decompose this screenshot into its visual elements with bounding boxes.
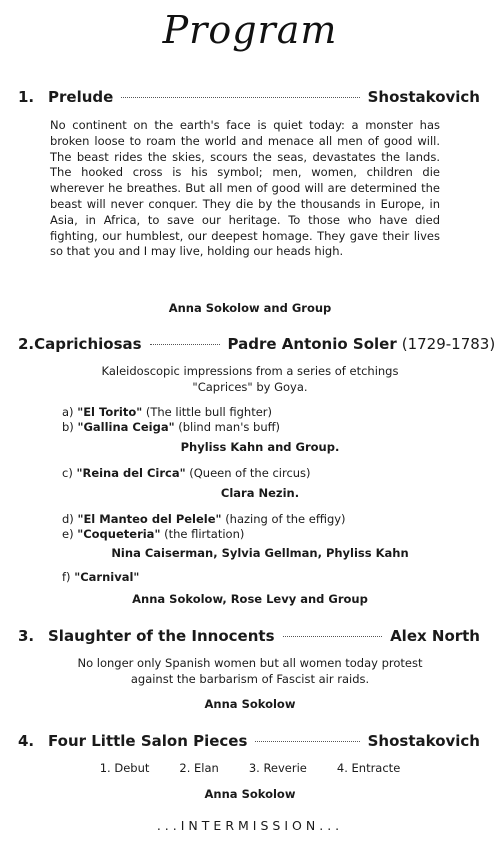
subitem-ab-performers: Phyliss Kahn and Group. (180, 440, 340, 454)
piece-2: 2. Elan (179, 761, 219, 775)
subitem-f: f) "Carnival" (62, 570, 140, 584)
item-name: Prelude (48, 88, 114, 106)
item-name: Slaughter of the Innocents (48, 627, 275, 645)
item-number: 4. (18, 732, 35, 750)
program-item-1-header (18, 88, 480, 106)
item-years: (1729-1783) (401, 335, 496, 353)
dot-leader (283, 636, 383, 637)
dot-leader (150, 344, 220, 345)
item-1-performers: Anna Sokolow and Group (168, 301, 332, 315)
item-number: 1. (18, 88, 35, 106)
subitem-a: a) "El Torito" (The little bull fighter) (62, 405, 273, 419)
item-composer: Shostakovich (367, 88, 480, 106)
page-title: Program (162, 8, 338, 52)
item-4-performers: Anna Sokolow (204, 787, 296, 801)
dot-leader (121, 97, 359, 98)
item-3-performers: Anna Sokolow (204, 697, 296, 711)
subitem-f-performers: Anna Sokolow, Rose Levy and Group (132, 592, 368, 606)
item-3-description: No longer only Spanish women but all women today protest against the barbarism of Fascist air raids. (77, 656, 423, 686)
item-4-pieces (0, 761, 500, 775)
item-composer: Alex North (390, 627, 480, 645)
subitem-d: d) "El Manteo del Pelele" (hazing of the effigy) (62, 512, 346, 526)
piece-4: 4. Entracte (336, 761, 401, 775)
item-number: 3. (18, 627, 35, 645)
subitem-de-performers: Nina Caiserman, Sylvia Gellman, Phyliss Kahn (111, 546, 409, 560)
intermission-label: ...INTERMISSION... (156, 818, 344, 833)
item-name: Caprichiosas (34, 335, 142, 353)
subitem-e: e) "Coqueteria" (the flirtation) (62, 527, 245, 541)
item-composer: Padre Antonio Soler (227, 335, 397, 353)
program-item-4-header (18, 732, 480, 750)
program-item-3-header (18, 627, 480, 645)
piece-1: 1. Debut (99, 761, 150, 775)
subitem-c: c) "Reina del Circa" (Queen of the circus) (62, 466, 311, 480)
subitem-c-performers: Clara Nezin. (220, 486, 300, 500)
item-composer: Shostakovich (367, 732, 480, 750)
program-item-2-header (18, 335, 496, 353)
piece-3: 3. Reverie (248, 761, 307, 775)
dot-leader (255, 741, 359, 742)
item-2-description: Kaleidoscopic impressions from a series of etchings "Caprices" by Goya. (101, 364, 399, 394)
item-name: Four Little Salon Pieces (48, 732, 248, 750)
item-number: 2. (18, 335, 35, 353)
subitem-b: b) "Gallina Ceiga" (blind man's buff) (62, 420, 281, 434)
item-1-description: No continent on the earth's face is quiet today: a monster has broken loose to roam the world and menace all men of good will. The beast rides the skies, scours the seas, devastates the lands. The hooked cross is his symbol; men, women, children die wherever he breathes. But all men of good will are determined the beast will never conquer. They die by the thousands in Europe, in Asia, in Africa, to save our heritage. To those who have died fighting, our humblest, our deepest homage. They gave their lives so that you and I may live, holding our heads high. (50, 118, 440, 259)
